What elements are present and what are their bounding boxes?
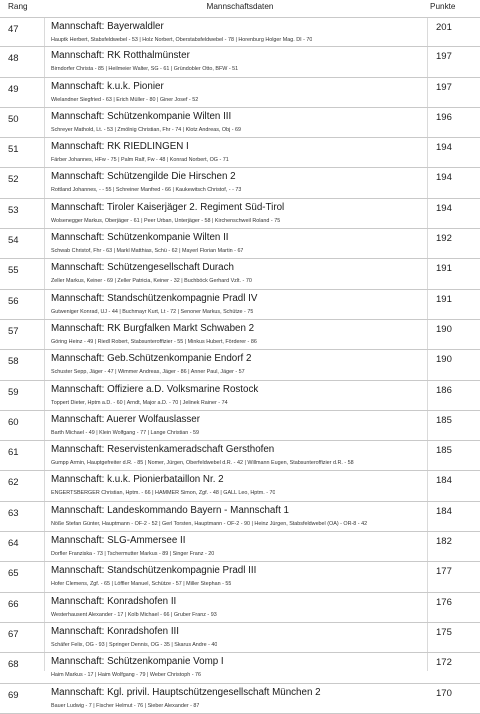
table-row <box>0 229 480 259</box>
points-cell: 172 <box>436 657 452 669</box>
rank-cell: 67 <box>8 628 19 640</box>
points-cell: 194 <box>436 172 452 184</box>
points-cell: 184 <box>436 505 452 517</box>
team-members: Westerhausent Alexander - 17 | Kolb Michael - 66 | Gruber Franz - 93 <box>51 611 217 618</box>
table-row <box>0 17 480 47</box>
team-name: Mannschaft: Schützenkompanie Wilten III <box>51 110 232 122</box>
rank-cell: 52 <box>8 174 19 186</box>
points-cell: 191 <box>436 263 452 275</box>
table-row <box>0 502 480 532</box>
team-members: Schwab Christof, Fhr - 63 | Markl Matthias, Schü - 62 | Mayerl Florian Martin - 67 <box>51 248 244 255</box>
table-row <box>0 441 480 471</box>
table-row <box>0 471 480 501</box>
team-name: Mannschaft: RK Burgfalken Markt Schwaben 2 <box>51 322 255 334</box>
team-members: Birndorfer Christa - 85 | Heilmeier Walter, SG - 61 | Gründobler Otto, BFW - 51 <box>51 66 239 73</box>
points-cell: 197 <box>436 51 452 63</box>
team-members: Gumpp Armin, Hauptgefreiter d.R. - 85 | Nomer, Jürgen, Oberfeldwebel d.R. - 42 | Willmann Eugen, Stabsunteroffizier d.R. - 58 <box>51 460 354 467</box>
team-name: Mannschaft: RK RIEDLINGEN I <box>51 141 189 153</box>
team-name: Mannschaft: Konradshofen II <box>51 595 177 607</box>
team-column-header: Mannschaftsdaten <box>206 2 274 11</box>
team-name: Mannschaft: RK Rotthalmünster <box>51 50 190 62</box>
rank-cell: 58 <box>8 356 19 368</box>
points-cell: 190 <box>436 354 452 366</box>
team-name: Mannschaft: Offiziere a.D. Volksmarine Rostock <box>51 383 259 395</box>
team-members: Toppert Dieter, Hptm a.D. - 60 | Arndt, Major a.D. - 70 | Jelinek Rainer - 74 <box>51 399 228 406</box>
team-name: Mannschaft: Bayerwaldler <box>51 21 164 32</box>
table-row <box>0 381 480 411</box>
table-row <box>0 653 480 683</box>
table-row <box>0 199 480 229</box>
team-members: Bauer Ludwig - 7 | Fischer Helmut - 76 | Sieber Alexander - 87 <box>51 702 200 709</box>
rank-cell: 68 <box>8 659 19 671</box>
team-name: Mannschaft: Schützengesellschaft Durach <box>51 262 234 274</box>
rank-column-header: Rang <box>8 2 28 11</box>
points-column-header: Punkte <box>430 2 456 11</box>
points-cell: 192 <box>436 233 452 245</box>
table-row <box>0 562 480 592</box>
ranking-table <box>0 17 480 714</box>
table-row <box>0 78 480 108</box>
points-cell: 185 <box>436 445 452 457</box>
team-members: Wielandner Siegfried - 63 | Erich Müller - 80 | Giner Josef - 52 <box>51 96 199 103</box>
rank-cell: 54 <box>8 235 19 247</box>
rank-cell: 57 <box>8 325 19 337</box>
rank-cell: 66 <box>8 598 19 610</box>
rank-cell: 59 <box>8 386 19 398</box>
team-name: Mannschaft: Schützengilde Die Hirschen 2 <box>51 171 236 183</box>
points-cell: 182 <box>436 536 452 548</box>
rank-cell: 64 <box>8 538 19 550</box>
team-name: Mannschaft: Schützenkompanie Wilten II <box>51 232 229 244</box>
rank-cell: 53 <box>8 204 19 216</box>
table-row <box>0 290 480 320</box>
team-members: Schuster Sepp, Jäger - 47 | Wimmer Andreas, Jäger - 86 | Anner Paul, Jäger - 57 <box>51 369 245 376</box>
rank-cell: 69 <box>8 689 19 701</box>
team-name: Mannschaft: SLG-Ammersee II <box>51 535 186 547</box>
table-row <box>0 593 480 623</box>
points-cell: 185 <box>436 414 452 426</box>
team-members: Schreyer Mathold, Lt. - 53 | Zmölnig Christian, Fhr - 74 | Klotz Andreas, Obj - 69 <box>51 126 242 133</box>
team-name: Mannschaft: Schützenkompanie Vomp I <box>51 656 224 668</box>
team-name: Mannschaft: k.u.k. Pionier <box>51 80 164 92</box>
points-cell: 197 <box>436 81 452 93</box>
table-row <box>0 320 480 350</box>
team-name: Mannschaft: Konradshofen III <box>51 625 179 637</box>
rank-cell: 48 <box>8 53 19 65</box>
points-cell: 190 <box>436 323 452 335</box>
points-cell: 196 <box>436 111 452 123</box>
points-cell: 176 <box>436 596 452 608</box>
team-name: Mannschaft: Geb.Schützenkompanie Endorf 2 <box>51 353 252 365</box>
rank-cell: 60 <box>8 416 19 428</box>
team-members: Wolsenegger Markus, Oberjäger - 61 | Peer Urban, Unterjäger - 58 | Kirchenschweil Roland - 75 <box>51 217 281 224</box>
points-cell: 194 <box>436 142 452 154</box>
team-name: Mannschaft: Standschützenkompagnie Pradl III <box>51 565 257 577</box>
team-members: ENGERTSBERGER Christian, Hptm. - 66 | HAMMER Simon, Zgf. - 48 | GALL Leo, Hptm. - 70 <box>51 490 276 497</box>
team-members: Zeller Markus, Keiner - 69 | Zeller Patricia, Keiner - 32 | Buchböck Gerhard Vzlt. - 70 <box>51 278 252 285</box>
points-cell: 191 <box>436 293 452 305</box>
team-members: Barth Michael - 49 | Klein Wolfgang - 77 | Lange Christian - 59 <box>51 429 200 436</box>
rank-cell: 56 <box>8 295 19 307</box>
team-name: Mannschaft: Landeskommando Bayern - Mannschaft 1 <box>51 504 289 516</box>
table-row <box>0 623 480 653</box>
points-cell: 186 <box>436 384 452 396</box>
rank-cell: 62 <box>8 477 19 489</box>
team-members: Gutweniger Konrad, UJ - 44 | Buchmayr Kurt, Lt - 72 | Senoner Markus, Schütze - 75 <box>51 308 254 315</box>
team-members: Hofer Clemens, Zgf. - 65 | Löffler Manuel, Schütze - 57 | Miller Stephan - 55 <box>51 581 232 588</box>
table-row <box>0 47 480 77</box>
table-row <box>0 108 480 138</box>
team-name: Mannschaft: Reservistenkameradschaft Gersthofen <box>51 444 275 456</box>
rank-cell: 61 <box>8 447 19 459</box>
team-name: Mannschaft: Kgl. privil. Hauptschützengesellschaft München 2 <box>51 686 321 698</box>
table-row <box>0 350 480 380</box>
team-name: Mannschaft: Auerer Wolfauslasser <box>51 413 201 425</box>
team-members: Haim Markus - 17 | Haim Wolfgang - 79 | Weber Christoph - 76 <box>51 672 202 679</box>
table-row <box>0 411 480 441</box>
rank-cell: 63 <box>8 507 19 519</box>
points-cell: 201 <box>436 22 452 33</box>
team-name: Mannschaft: Tiroler Kaiserjäger 2. Regiment Süd-Tirol <box>51 201 285 213</box>
table-row <box>0 684 480 714</box>
rank-cell: 49 <box>8 83 19 95</box>
rank-cell: 50 <box>8 113 19 125</box>
points-cell: 177 <box>436 566 452 578</box>
table-row <box>0 259 480 289</box>
team-members: Rottland Johannes, - - 55 | Schreiner Manfred - 66 | Kaukewitsch Christof, - - 73 <box>51 187 242 194</box>
table-row <box>0 168 480 198</box>
rank-cell: 55 <box>8 265 19 277</box>
team-members: Hauptk Herbert, Stabsfeldwebel - 53 | Holz Norbert, Oberstabsfeldwebel - 78 | Horenburg Holger Mag. DI - 70 <box>51 37 313 43</box>
points-cell: 170 <box>436 687 452 699</box>
rank-cell: 65 <box>8 568 19 580</box>
team-members: Färber Johannes, HFw - 75 | Palm Ralf, Fw - 48 | Konrad Norbert, OG - 71 <box>51 157 229 164</box>
team-name: Mannschaft: Standschützenkompagnie Pradl IV <box>51 292 258 304</box>
table-row <box>0 138 480 168</box>
rank-cell: 47 <box>8 24 19 35</box>
rank-cell: 51 <box>8 144 19 156</box>
table-row <box>0 532 480 562</box>
points-cell: 194 <box>436 202 452 214</box>
team-members: Göring Heinz - 49 | Riedl Robert, Stabsunteroffizier - 55 | Minkus Hubert, Förderer - 86 <box>51 338 257 345</box>
team-name: Mannschaft: k.u.k. Pionierbataillon Nr. 2 <box>51 474 224 486</box>
team-members: Nöße Stefan Günter, Hauptmann - OF-2 - 52 | Gerl Torsten, Hauptmann - OF-2 - 90 | Heinz Jürgen, Stabsfeldwebel (OA) - OR-8 - 42 <box>51 520 368 527</box>
points-cell: 184 <box>436 475 452 487</box>
team-members: Dorfler Franziska - 73 | Tschermutter Markus - 89 | Singer Franz - 20 <box>51 551 215 558</box>
points-cell: 175 <box>436 626 452 638</box>
team-members: Schäfer Felix, OG - 93 | Springer Dennis, OG - 35 | Skarus Andre - 40 <box>51 641 218 648</box>
